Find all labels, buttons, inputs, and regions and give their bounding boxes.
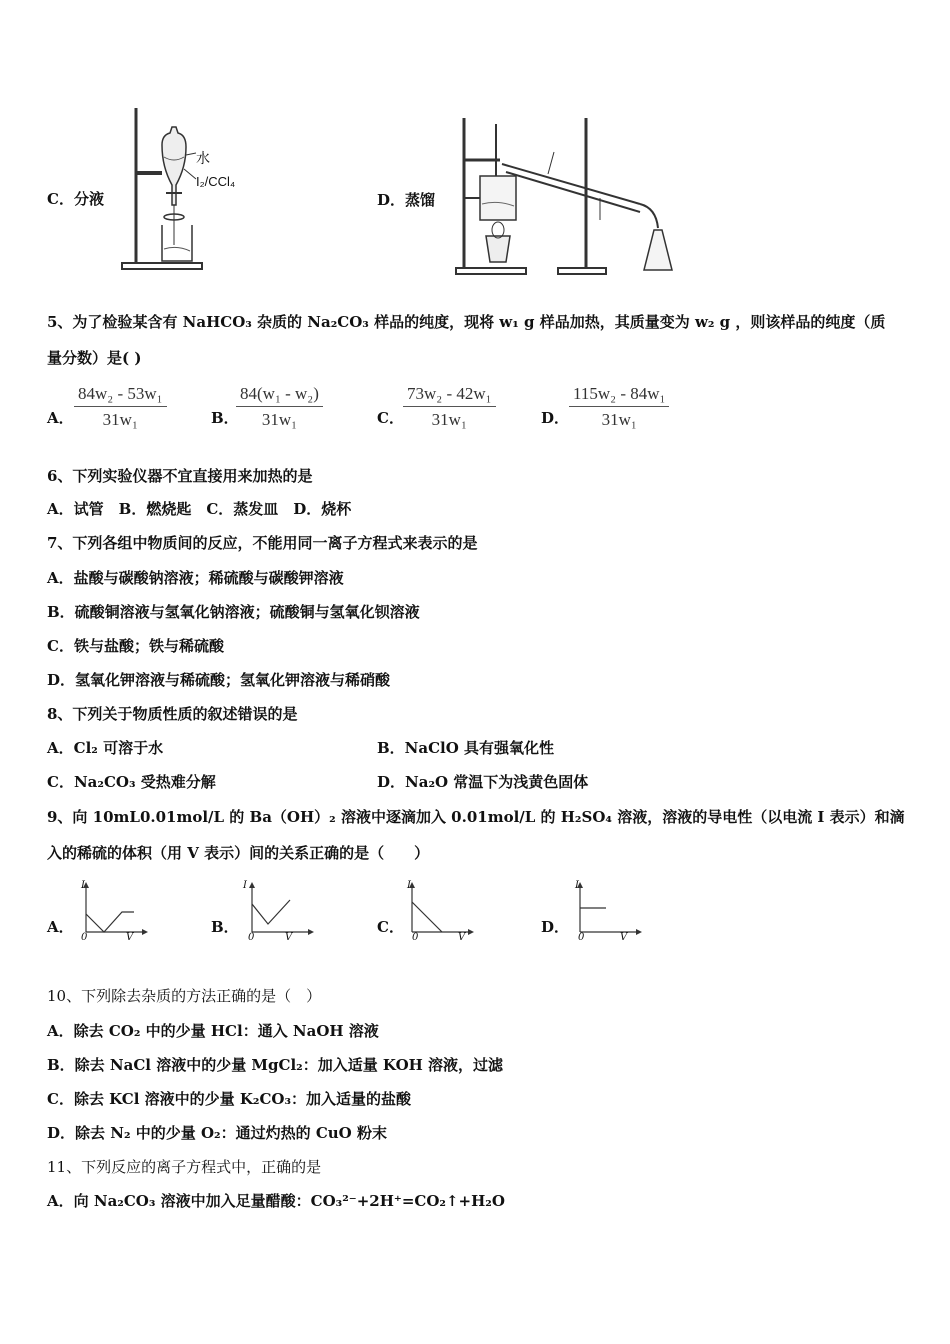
q5-stem-line1: 5、为了检验某含有 NaHCO₃ 杂质的 Na₂CO₃ 样品的纯度，现将 w₁ g 样品加热，其质量变为 w₂ g ，则该样品的纯度（质: [47, 313, 886, 331]
q9-a-axis-v: V: [126, 932, 134, 943]
q6-stem: 6、下列实验仪器不宜直接用来加热的是: [47, 467, 313, 485]
separatory-funnel-figure: [110, 105, 250, 275]
q5-option-b-numerator: 84(w₁ - w₂): [236, 384, 323, 407]
q8-option-b: B．NaClO 具有强氧化性: [377, 739, 555, 757]
q5-option-c-numerator: 73w₂ - 42w₁: [403, 384, 496, 407]
q5-option-d-letter: D．: [541, 409, 570, 427]
q5-option-b-letter: B．: [211, 409, 239, 427]
q10-option-b: B．除去 NaCl 溶液中的少量 MgCl₂：加入适量 KOH 溶液，过滤: [47, 1056, 504, 1074]
q10-option-d: D．除去 N₂ 中的少量 O₂：通过灼热的 CuO 粉末: [47, 1124, 387, 1142]
q5-stem-line2: 量分数）是( ): [47, 349, 142, 367]
q5-option-d-fraction: [569, 384, 669, 430]
q9-graph-a: [78, 880, 153, 944]
q9-stem-line2: 入的稀硫的体积（用 V 表示）间的关系正确的是（ ）: [47, 844, 430, 862]
q10-stem: 10、下列除去杂质的方法正确的是（ ）: [47, 987, 322, 1005]
q5-option-c-fraction: [403, 384, 496, 430]
q9-c-axis-v: V: [458, 932, 466, 943]
option-c-label: C．分液: [47, 190, 104, 208]
q7-option-a: A．盐酸与碳酸钠溶液；稀硫酸与碳酸钾溶液: [47, 569, 344, 587]
q9-b-axis-i: I: [243, 880, 247, 891]
q11-stem: 11、下列反应的离子方程式中，正确的是: [47, 1158, 322, 1176]
q8-option-c: C．Na₂CO₃ 受热难分解: [47, 773, 216, 791]
q5-option-a-letter: A．: [47, 409, 74, 427]
q7-option-d: D．氢氧化钾溶液与稀硫酸；氢氧化钾溶液与稀硝酸: [47, 671, 391, 689]
q5-option-c-letter: C．: [377, 409, 404, 427]
q5-option-b-fraction: [236, 384, 323, 430]
q8-option-d: D．Na₂O 常温下为浅黄色固体: [377, 773, 589, 791]
q9-option-b-letter: B．: [211, 918, 239, 936]
q9-option-a-letter: A．: [47, 918, 74, 936]
q9-a-origin: 0: [81, 932, 88, 943]
q5-option-a-numerator: 84w₂ - 53w₁: [74, 384, 167, 407]
q7-option-b: B．硫酸铜溶液与氢氧化钠溶液；硫酸铜与氢氧化钡溶液: [47, 603, 420, 621]
q11-option-a: A．向 Na₂CO₃ 溶液中加入足量醋酸：CO₃²⁻+2H⁺=CO₂↑+H₂O: [47, 1192, 505, 1210]
q9-b-axis-v: V: [285, 932, 293, 943]
q7-stem: 7、下列各组中物质间的反应，不能用同一离子方程式来表示的是: [47, 534, 478, 552]
q5-option-b-denominator: 31w₁: [261, 410, 298, 429]
water-label: 水: [196, 151, 210, 167]
q9-d-axis-v: V: [620, 932, 628, 943]
distillation-figure: [450, 112, 680, 280]
q9-stem-line1: 9、向 10mL0.01mol/L 的 Ba（OH）₂ 溶液中逐滴加入 0.01mol/L 的 H₂SO₄ 溶液，溶液的导电性（以电流 I 表示）和滴: [47, 808, 905, 826]
q9-a-axis-i: I: [81, 880, 85, 891]
q5-option-d-numerator: 115w₂ - 84w₁: [569, 384, 669, 407]
q5-option-a-fraction: [74, 384, 167, 430]
q9-graph-b: [244, 880, 319, 944]
q5-option-c-denominator: 31w₁: [431, 410, 467, 429]
q8-stem: 8、下列关于物质性质的叙述错误的是: [47, 705, 298, 723]
q6-options: A．试管 B．燃烧匙 C．蒸发皿 D．烧杯: [47, 500, 352, 518]
q9-c-axis-i: I: [407, 880, 411, 891]
option-d-label: D．蒸馏: [377, 191, 436, 209]
q7-option-c: C．铁与盐酸；铁与稀硫酸: [47, 637, 224, 655]
q8-option-a: A．Cl₂ 可溶于水: [47, 739, 164, 757]
q9-c-origin: 0: [412, 932, 419, 943]
q9-d-axis-i: I: [575, 880, 579, 891]
q9-option-d-letter: D．: [541, 918, 570, 936]
q5-option-d-denominator: 31w₁: [601, 410, 637, 429]
q10-option-c: C．除去 KCl 溶液中的少量 K₂CO₃：加入适量的盐酸: [47, 1090, 412, 1108]
q9-option-c-letter: C．: [377, 918, 404, 936]
i2-ccl4-label: I₂/CCl₄: [196, 174, 236, 189]
q9-b-origin: 0: [248, 932, 255, 943]
q5-option-a-denominator: 31w₁: [102, 410, 138, 429]
q10-option-a: A．除去 CO₂ 中的少量 HCl：通入 NaOH 溶液: [47, 1022, 379, 1040]
q9-d-origin: 0: [578, 932, 585, 943]
